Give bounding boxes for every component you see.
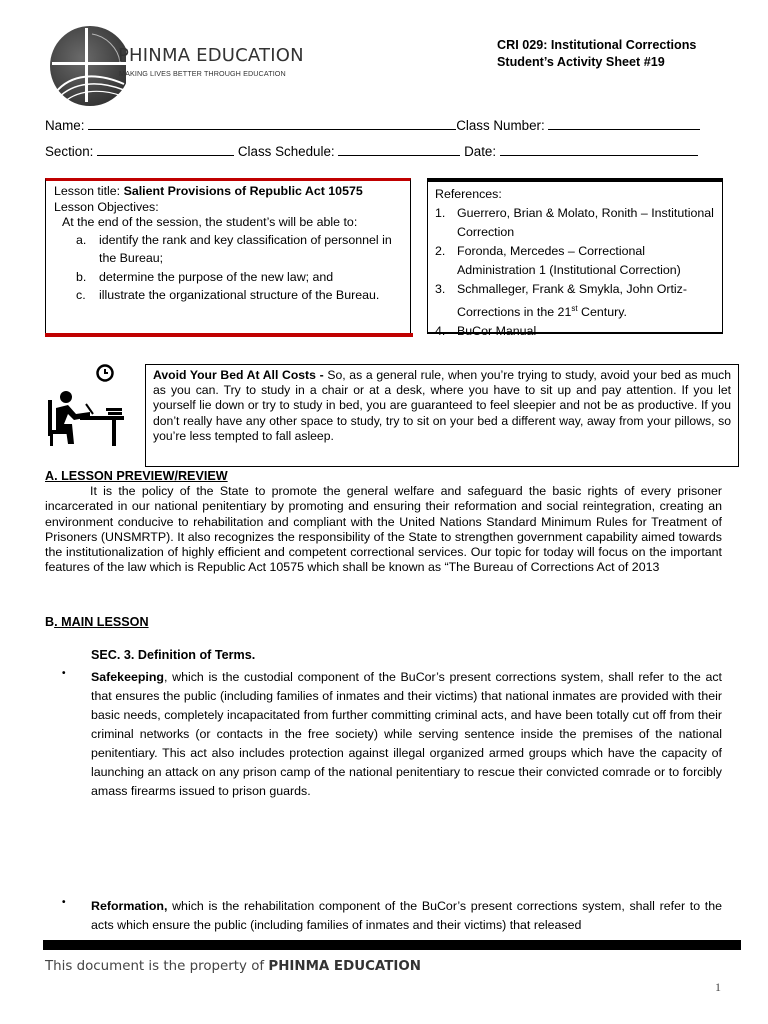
- name-field[interactable]: [88, 119, 456, 130]
- bullet-icon: •: [62, 897, 66, 908]
- class-schedule-label: Class Schedule:: [237, 144, 335, 159]
- tip-body: So, as a general rule, when you’re trying to study, avoid your bed as much as you can. Try to study in a chair or at a desk, where you have to sit up and pay attention. If you let yourself lie down or try to study in bed, you are guaranteed to feel sleepier and not be as productive. If you don’t really have any other space to study, try to sit on your bed a different way, away from your pillows, so you’re less tempted to fall asleep.: [153, 368, 731, 443]
- section-a-text: It is the policy of the State to promote the general welfare and safeguard the basic rights of every prisoner incarcerated in our national penitentiary by promoting and ensuring their reformation and social reintegration, creating an environment conducive to rehabilitation and compliant with the United Nations Standard Minimum Rules for Treatment of Prisoners (UNSMRTP). It also recognizes the responsibility of the State to strengthen government capability aimed towards the institutionalization of highly efficient and competent correctional services. Our topic for today will focus on the important features of the law which is Republic Act 10575 which shall be known as “The Bureau of Corrections Act of 2013: [45, 484, 722, 575]
- references-box: [427, 178, 723, 339]
- accent-bar: [45, 333, 413, 337]
- lesson-title: Salient Provisions of Republic Act 10575: [123, 184, 363, 198]
- term: Reformation,: [91, 899, 168, 913]
- term: Safekeeping: [91, 670, 164, 684]
- lesson-title-row: [54, 184, 404, 200]
- section-label: Section:: [45, 144, 94, 159]
- student-studying-icon: [46, 364, 128, 450]
- section-b-heading: B. MAIN LESSON: [45, 615, 149, 629]
- form-row-name: [45, 118, 700, 133]
- definition-reformation: Reformation, which is the rehabilitation component of the BuCor’s present corrections system, shall refer to the acts which ensure the public (including families of inmates and their victims) that released: [91, 899, 722, 932]
- list-item: 4. BuCor Manual: [435, 324, 537, 339]
- lesson-info-box: [45, 178, 411, 334]
- definition-safekeeping: Safekeeping, which is the custodial component of the BuCor’s present corrections system, shall refer to the act that ensures the public (including families of inmates and their victims) that national inmates are provided with their basic needs, completely incapacitated from further committing criminal acts, and have been totally cut off from their criminal networks (or contacts in the free society) while serving sentence inside the premises of the national penitentiary. This act also includes protection against illegal organized armed groups which have the capacity of launching an attack on any prison camp of the national penitentiary to rescue their convicted comrade or to forcibly amass firearms issued to prison guards.: [91, 670, 722, 798]
- section-a-heading: A. LESSON PREVIEW/REVIEW: [45, 469, 228, 483]
- course-header: [497, 37, 696, 71]
- phinma-emblem-icon: [46, 22, 126, 108]
- page-number: 1: [715, 980, 721, 994]
- list-item: c. illustrate the organizational structure of the Bureau.: [76, 288, 380, 302]
- bullet-icon: •: [62, 668, 66, 679]
- tip-heading: Avoid Your Bed At All Costs -: [153, 368, 324, 382]
- class-number-field[interactable]: [548, 119, 700, 130]
- name-label: Name:: [45, 118, 85, 133]
- objectives-list: [54, 231, 404, 305]
- footer-ownership: This document is the property of PHINMA EDUCATION: [45, 959, 421, 974]
- list-item: b. determine the purpose of the new law; and: [76, 269, 334, 284]
- logo-tagline: MAKING LIVES BETTER THROUGH EDUCATION: [119, 69, 286, 78]
- list-item: 2. Foronda, Mercedes – Correctional Administration 1 (Institutional Correction): [435, 244, 681, 277]
- activity-sheet-title: Student’s Activity Sheet #19: [497, 55, 665, 69]
- list-item: 1. Guerrero, Brian & Molato, Ronith – Institutional Correction: [435, 206, 714, 239]
- list-item: a. identify the rank and key classification of personnel in the Bureau;: [76, 232, 392, 265]
- date-label: Date:: [464, 144, 497, 159]
- lesson-title-label: Lesson title:: [54, 184, 121, 198]
- objectives-intro: At the end of the session, the student’s will be able to:: [62, 215, 358, 229]
- sec3-heading: SEC. 3. Definition of Terms.: [91, 648, 256, 662]
- form-row-section: [45, 144, 698, 159]
- objectives-label: Lesson Objectives:: [54, 199, 159, 214]
- logo-name: PHINMA EDUCATION: [118, 45, 304, 66]
- date-field[interactable]: [500, 145, 698, 156]
- phinma-logo: [46, 22, 316, 108]
- references-label: References:: [435, 187, 502, 201]
- course-title: CRI 029: Institutional Corrections: [497, 38, 697, 52]
- study-tip-box: [145, 364, 739, 467]
- list-item: 3. Schmalleger, Frank & Smykla, John Ortiz-Corrections in the 21st Century.: [435, 282, 687, 320]
- class-schedule-field[interactable]: [338, 145, 460, 156]
- footer-divider: [43, 940, 741, 950]
- references-list: [435, 204, 721, 341]
- class-number-label: Class Number:: [456, 118, 545, 133]
- section-field[interactable]: [97, 145, 234, 156]
- footer-owner: PHINMA EDUCATION: [268, 959, 421, 974]
